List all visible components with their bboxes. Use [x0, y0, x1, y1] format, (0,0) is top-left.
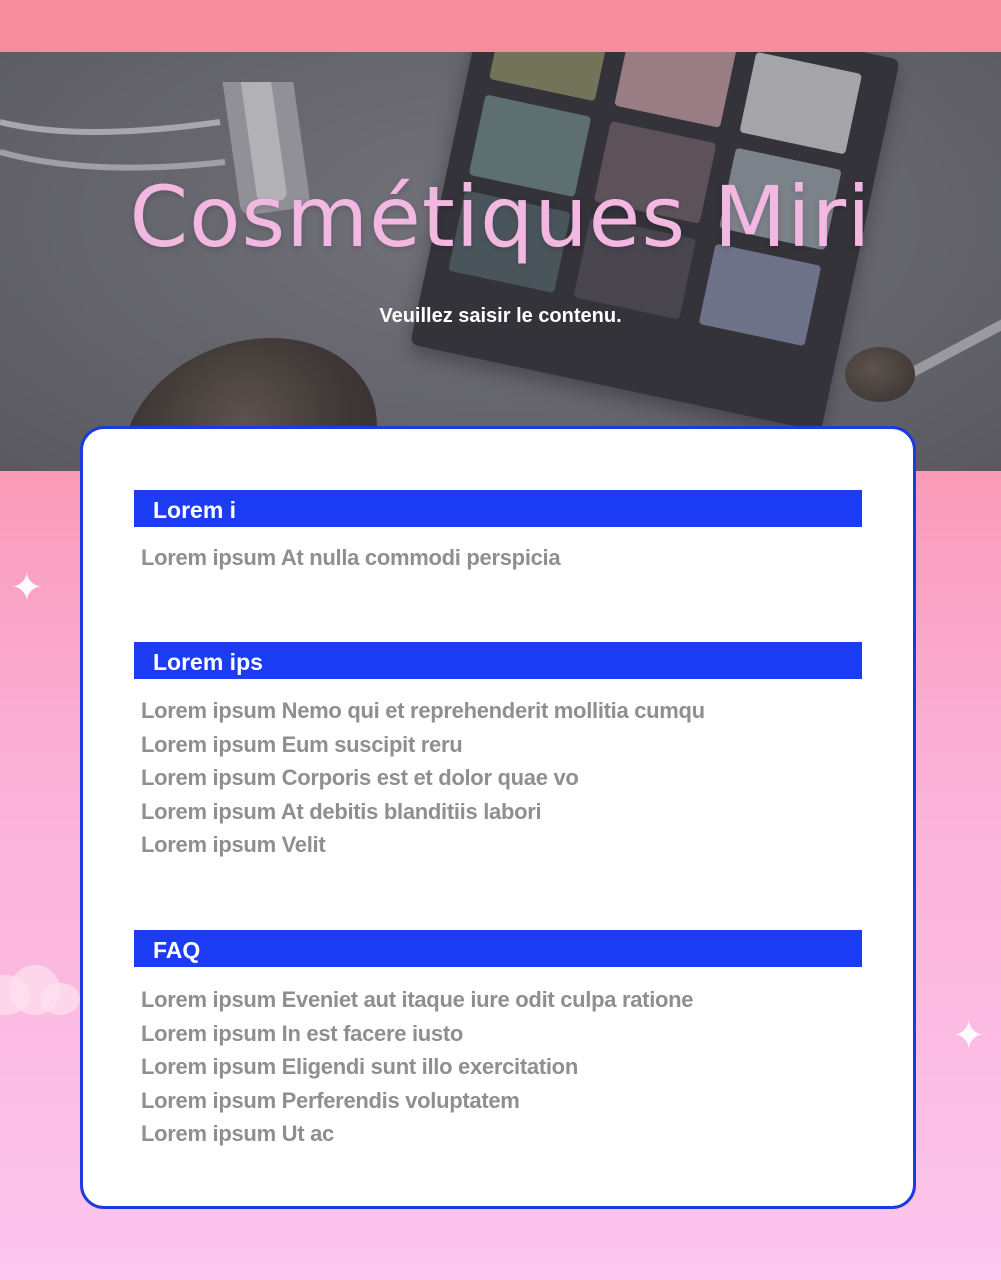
hero-banner — [0, 52, 1001, 471]
section-lines — [141, 694, 861, 862]
list-item: Lorem ipsum Eligendi sunt illo exercitation — [141, 1054, 578, 1079]
section-lines — [141, 983, 861, 1151]
list-item: Lorem ipsum At nulla commodi perspicia — [141, 545, 561, 570]
list-item: Lorem ipsum Velit — [141, 832, 326, 857]
sparkle-icon: ✦ — [952, 1014, 986, 1058]
section-lines — [141, 541, 861, 575]
section-heading: Lorem ips — [134, 642, 862, 679]
top-band — [0, 0, 1001, 52]
sparkle-icon: ✦ — [10, 566, 44, 610]
list-item: Lorem ipsum Eveniet aut itaque iure odit culpa ratione — [141, 987, 694, 1012]
list-item: Lorem ipsum Corporis est et dolor quae vo — [141, 765, 579, 790]
list-item: Lorem ipsum Perferendis voluptatem — [141, 1087, 520, 1113]
cloud-decoration — [0, 965, 80, 1015]
content-card — [80, 426, 916, 1209]
section-heading: Lorem i — [134, 490, 862, 527]
section-heading: FAQ — [134, 930, 862, 967]
list-item: Lorem ipsum Nemo qui et reprehenderit mollitia cumqu — [141, 698, 705, 723]
list-item: Lorem ipsum At debitis blanditiis labori — [141, 798, 542, 824]
page-title: Cosmétiques Miri — [129, 168, 872, 266]
list-item: Lorem ipsum In est facere iusto — [141, 1020, 464, 1046]
list-item: Lorem ipsum Eum suscipit reru — [141, 731, 463, 757]
list-item: Lorem ipsum Ut ac — [141, 1121, 334, 1146]
page-subtitle: Veuillez saisir le contenu. — [379, 305, 622, 327]
